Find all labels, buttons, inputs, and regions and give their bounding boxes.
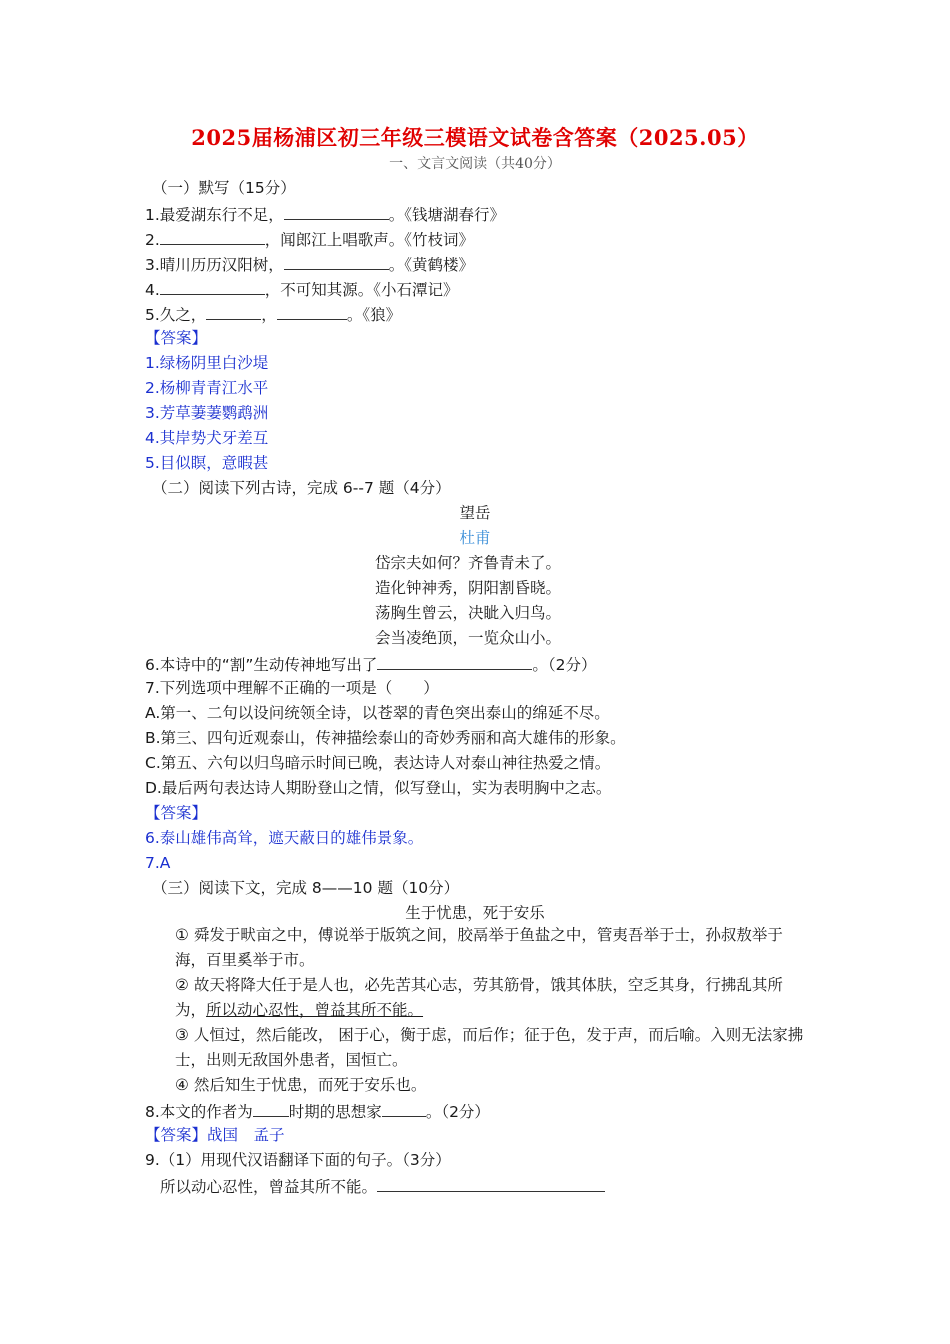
question-8: 8.本文的作者为 时期的思想家 。（2分） [145, 1100, 490, 1122]
answer-3: 3.芳草萋萋鹦鹉洲 [145, 404, 269, 422]
question-1: 1.最爱湖东行不足， 。《钱塘湖春行》 [145, 203, 505, 225]
passage-paragraph-1: ① 舜发于畎亩之中，傅说举于版筑之间，胶鬲举于鱼盐之中，管夷吾举于士，孙叔敖举于海，百里奚举于市。 [175, 926, 783, 969]
answer-2: 2.杨柳青青江水平 [145, 379, 269, 397]
passage-paragraph-3: ③ 人恒过，然后能改， 困于心，衡于虑，而后作；征于色，发于声，而后喻。入则无法家拂士，出则无敌国外患者，国恒亡。 [175, 1026, 804, 1069]
poem-author: 杜甫 [459, 529, 491, 547]
answer-label: 【答案】 [145, 329, 208, 347]
poem-title: 望岳 [459, 504, 491, 522]
passage-paragraph-4: ④ 然后知生于忧患，而死于安乐也。 [175, 1076, 427, 1094]
answer-blank [284, 253, 389, 270]
answer-blank [382, 1100, 426, 1117]
document-title: 2025届杨浦区初三年级三模语文试卷含答案（2025.05） [191, 125, 759, 150]
question-2: 2. ，闻郎江上唱歌声。《竹枝词》 [145, 228, 474, 250]
answer-blank [277, 303, 347, 320]
answer-blank [160, 278, 265, 295]
part2-heading: （二）阅读下列古诗，完成 6--7 题（4分） [152, 479, 451, 497]
answer-blank [160, 228, 265, 245]
answer-blank [284, 203, 389, 220]
poem-line: 岱宗夫如何？齐鲁青未了。 [375, 554, 562, 572]
question-4: 4. ，不可知其源。《小石潭记》 [145, 278, 459, 300]
question-3: 3.晴川历历汉阳树， 。《黄鹤楼》 [145, 253, 474, 275]
passage-paragraph-2: ② 故天将降大任于是人也，必先苦其心志，劳其筋骨，饿其体肤，空乏其身，行拂乱其所为，所以动心忍性，曾益其所不能。 [175, 976, 783, 1019]
poem-line: 荡胸生曾云，决眦入归鸟。 [375, 604, 562, 622]
answer-7: 7.A [145, 854, 171, 872]
answer-1: 1.绿杨阴里白沙堤 [145, 354, 269, 372]
poem-line: 造化钟神秀，阴阳割昏晓。 [375, 579, 562, 597]
question-7: 7.下列选项中理解不正确的一项是（ ） [145, 679, 439, 697]
poem-line: 会当凌绝顶，一览众山小。 [375, 629, 562, 647]
answer-blank [206, 303, 261, 320]
underlined-sentence: 所以动心忍性，曾益其所不能。 [206, 1001, 424, 1019]
option-c: C.第五、六句以归鸟暗示时间已晚，表达诗人对泰山神往热爱之情。 [145, 754, 611, 772]
passage-title: 生于忧患，死于安乐 [405, 904, 545, 922]
section-heading: 一、文言文阅读（共40分） [389, 156, 561, 172]
question-9-sentence: 所以动心忍性，曾益其所不能。 [160, 1175, 605, 1197]
question-6: 6.本诗中的“割”生动传神地写出了 。（2分） [145, 653, 596, 675]
part1-heading: （一）默写（15分） [152, 179, 296, 197]
answer-blank [253, 1100, 289, 1117]
answer-5: 5.目似瞑，意暇甚 [145, 454, 269, 472]
answer-8: 【答案】战国 孟子 [145, 1126, 285, 1144]
answer-6: 6.泰山雄伟高耸，遮天蔽日的雄伟景象。 [145, 829, 424, 847]
option-d: D.最后两句表达诗人期盼登山之情，似写登山，实为表明胸中之志。 [145, 779, 612, 797]
answer-blank [377, 653, 532, 670]
option-a: A.第一、二句以设问统领全诗，以苍翠的青色突出泰山的绵延不尽。 [145, 704, 610, 722]
answer-blank [377, 1175, 605, 1192]
part3-heading: （三）阅读下文，完成 8——10 题（10分） [152, 879, 460, 897]
answer-4: 4.其岸势犬牙差互 [145, 429, 269, 447]
question-5: 5.久之， ， 。《狼》 [145, 303, 401, 325]
question-9: 9.（1）用现代汉语翻译下面的句子。（3分） [145, 1151, 451, 1169]
option-b: B.第三、四句近观泰山，传神描绘泰山的奇妙秀丽和高大雄伟的形象。 [145, 729, 626, 747]
answer-label: 【答案】 [145, 804, 208, 822]
